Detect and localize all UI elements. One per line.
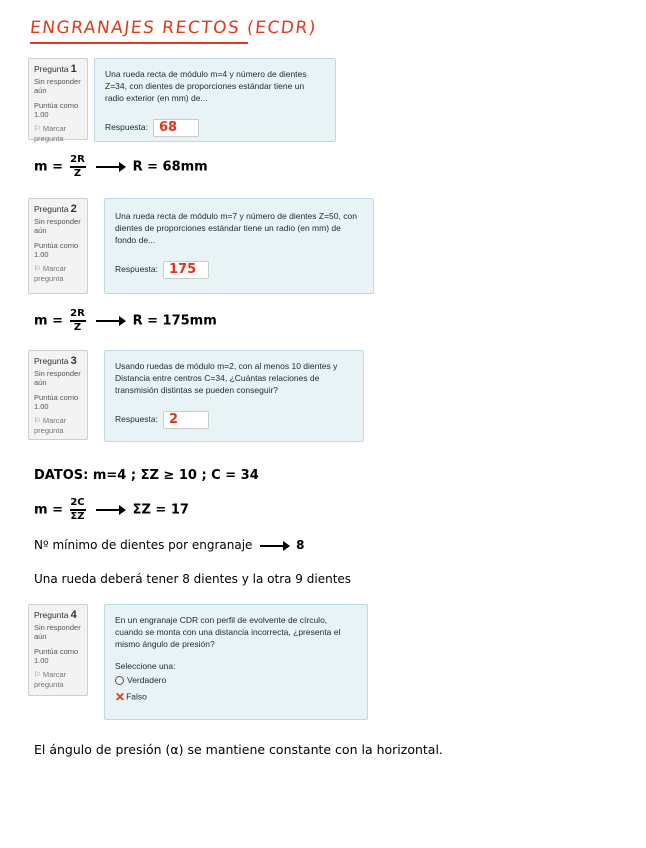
question-number: 1 [70, 63, 77, 75]
flag-icon: ⚐ [34, 416, 41, 426]
question-4-content [104, 604, 368, 720]
question-status: Sin responder aún [34, 76, 81, 96]
question-text: Una rueda recta de módulo m=4 y número de dientes Z=34, con dientes de proporciones estándar tiene un radio exterior (en mm) de... [105, 69, 307, 103]
flag-icon: ⚐ [34, 264, 41, 274]
minimo-note: Nº mínimo de dientes por engranaje 8 [34, 538, 305, 552]
title-underline [30, 42, 248, 44]
answer-label: Respuesta: [115, 413, 158, 424]
option-true[interactable]: Verdadero [115, 675, 357, 687]
radio-icon[interactable] [115, 676, 124, 685]
page-title: ENGRANAJES RECTOS (ECDR) [28, 18, 318, 38]
flag-question-link[interactable]: ⚐ Marcar pregunta [34, 124, 67, 143]
conclusion-note-2: El ángulo de presión (α) se mantiene constante con la horizontal. [34, 742, 443, 757]
fraction: $\frac{2R}{Z}$ [70, 154, 85, 179]
question-label: Pregunta [34, 64, 69, 74]
question-text: Usando ruedas de módulo m=2, con al menos 10 dientes y Distancia entre centros C=34, ¿Cuántas relaciones de transmisión distintas se pueden conseguir? [115, 361, 338, 395]
arrow-right-icon [96, 320, 124, 322]
question-1-content [94, 58, 336, 142]
note-3-formula: m = $\frac{2C}{\Sigma Z}$ ΣZ = 17 [34, 497, 189, 522]
flag-question-link[interactable]: ⚐ Marcar pregunta [34, 670, 67, 689]
question-score: Puntúa como 1.00 [34, 100, 79, 119]
question-4-info: Pregunta 4 Sin responder aún Puntúa como 1.00 ⚐ Marcar pregunta [28, 604, 88, 696]
answer-input[interactable]: 2 [163, 411, 209, 429]
note-1-formula: m = $\frac{2R}{Z}$ R = 68mm [34, 154, 208, 179]
question-3-info: Pregunta 3 Sin responder aún Puntúa como 1.00 ⚐ Marcar pregunta [28, 350, 88, 440]
datos-note: DATOS: m=4 ; ΣZ ≥ 10 ; C = 34 [34, 468, 259, 483]
answer-input[interactable]: 68 [153, 119, 199, 137]
question-text: En un engranaje CDR con perfil de evolvente de círculo, cuando se monta con una distancia incorrecta, ¿presenta el mismo ángulo de presión? [115, 615, 341, 649]
question-1-info [28, 58, 88, 143]
arrow-right-icon [96, 509, 124, 511]
answer-label: Respuesta: [105, 121, 148, 132]
select-one-label: Seleccione una: [115, 660, 176, 671]
answer-label: Respuesta: [115, 263, 158, 274]
fraction: $\frac{2C}{\Sigma Z}$ [70, 497, 85, 522]
flag-icon: ⚐ [34, 670, 41, 680]
question-3-content [104, 350, 364, 442]
question-2-info: Pregunta 2 Sin responder aún Puntúa como 1.00 ⚐ Marcar pregunta [28, 198, 88, 294]
flag-icon: ⚐ [34, 124, 41, 134]
fraction: $\frac{2R}{Z}$ [70, 308, 85, 333]
arrow-right-icon [260, 545, 288, 547]
question-2-content [104, 198, 374, 294]
note-2-formula: m = $\frac{2R}{Z}$ R = 175mm [34, 308, 217, 333]
option-false[interactable]: ✕Falso [115, 690, 147, 705]
cross-mark-icon: ✕ [115, 690, 126, 705]
answer-input[interactable]: 175 [163, 261, 209, 279]
flag-question-link[interactable]: ⚐ Marcar pregunta [34, 416, 67, 435]
conclusion-note-1: Una rueda deberá tener 8 dientes y la otra 9 dientes [34, 572, 352, 586]
flag-question-link[interactable]: ⚐ Marcar pregunta [34, 264, 67, 283]
arrow-right-icon [96, 166, 124, 168]
question-text: Una rueda recta de módulo m=7 y número de dientes Z=50, con dientes de proporciones estándar tiene un radio (en mm) de fondo de... [115, 211, 357, 245]
